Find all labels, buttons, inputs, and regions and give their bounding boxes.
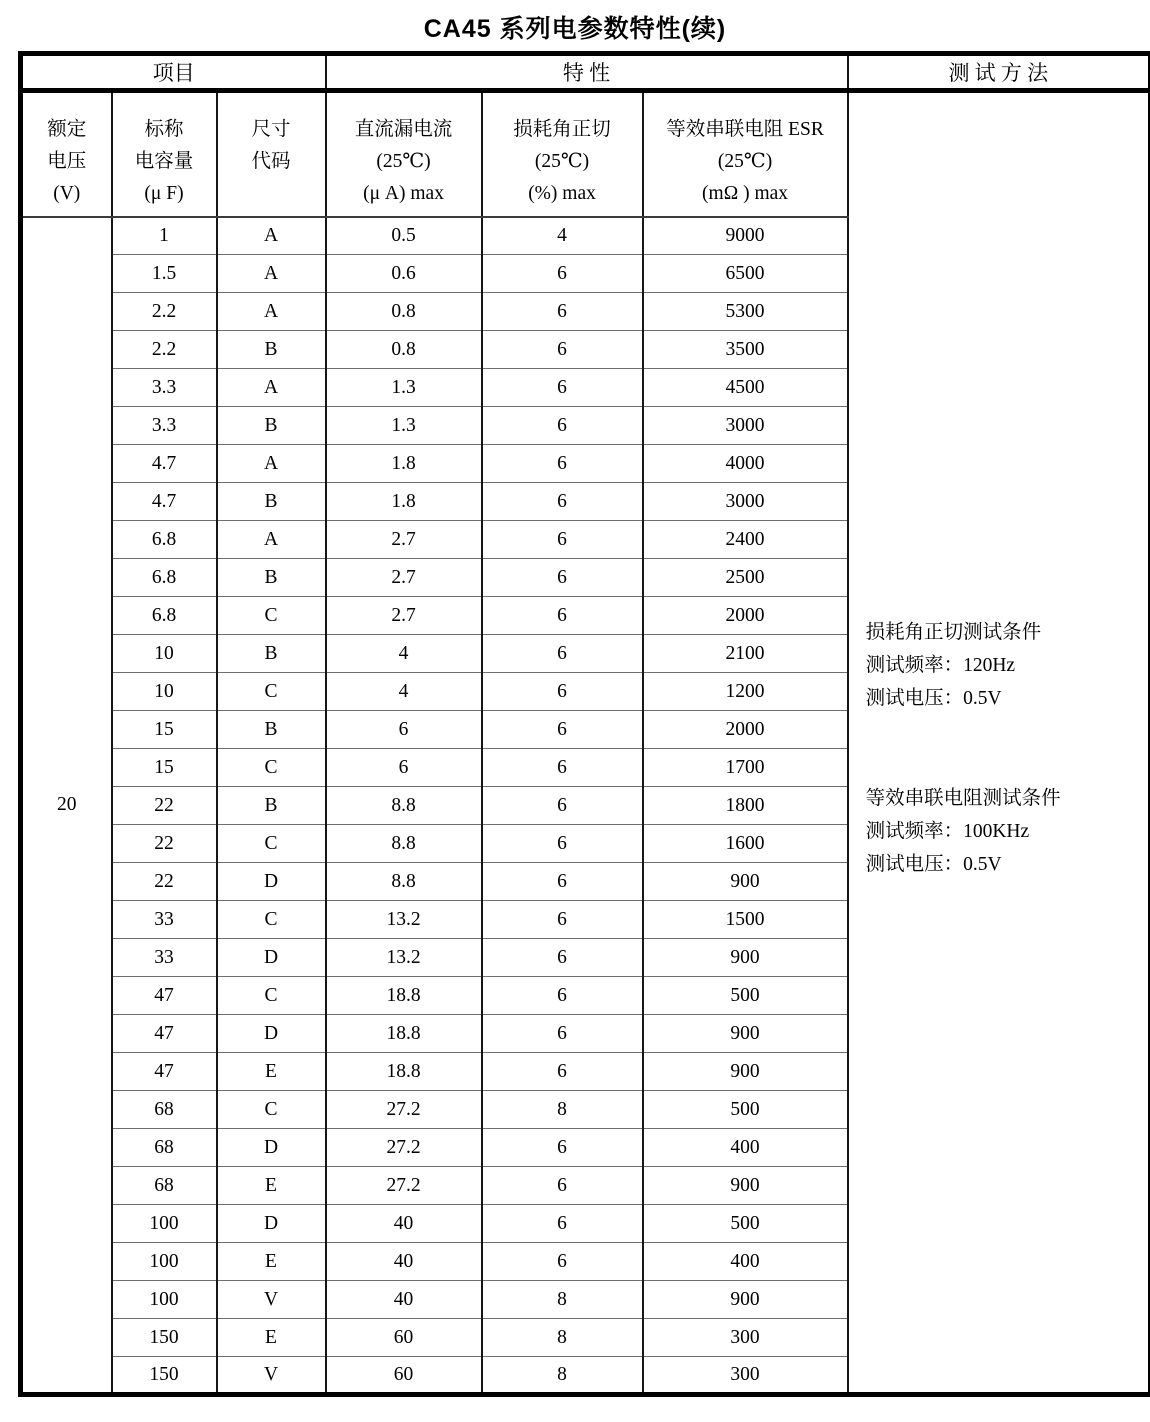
header-loss-tangent xyxy=(482,91,643,217)
esr-cell: 3500 xyxy=(643,331,848,369)
parameters-table xyxy=(18,51,1150,1397)
capacitance-cell: 47 xyxy=(112,1015,217,1053)
leakage-current-cell: 27.2 xyxy=(326,1091,482,1129)
size-code-cell: D xyxy=(217,1015,326,1053)
capacitance-cell: 47 xyxy=(112,977,217,1015)
esr-cell: 5300 xyxy=(643,293,848,331)
tangent-cell: 6 xyxy=(482,445,643,483)
leakage-current-cell: 27.2 xyxy=(326,1167,482,1205)
tangent-cell: 4 xyxy=(482,217,643,255)
esr-cell: 400 xyxy=(643,1243,848,1281)
header-rated-voltage xyxy=(21,91,112,217)
header-line: (μ F) xyxy=(144,183,184,204)
capacitance-cell: 6.8 xyxy=(112,559,217,597)
size-code-cell: V xyxy=(217,1281,326,1319)
tangent-cell: 6 xyxy=(482,1167,643,1205)
tangent-cell: 6 xyxy=(482,635,643,673)
tangent-cell: 6 xyxy=(482,331,643,369)
esr-cell: 900 xyxy=(643,863,848,901)
capacitance-cell: 68 xyxy=(112,1091,217,1129)
leakage-current-cell: 40 xyxy=(326,1205,482,1243)
capacitance-cell: 150 xyxy=(112,1319,217,1357)
leakage-current-cell: 8.8 xyxy=(326,787,482,825)
size-code-cell: E xyxy=(217,1053,326,1091)
condition-title: 损耗角正切测试条件 xyxy=(865,622,1042,643)
size-code-cell: C xyxy=(217,977,326,1015)
tangent-cell: 6 xyxy=(482,673,643,711)
capacitance-cell: 15 xyxy=(112,749,217,787)
leakage-current-cell: 4 xyxy=(326,673,482,711)
esr-cell: 500 xyxy=(643,1205,848,1243)
header-line: (25℃) xyxy=(534,151,590,172)
size-code-cell: D xyxy=(217,863,326,901)
header-group-row xyxy=(21,54,1150,91)
tangent-cell: 6 xyxy=(482,1243,643,1281)
capacitance-cell: 150 xyxy=(112,1357,217,1395)
esr-cell: 2000 xyxy=(643,597,848,635)
header-item: 项目 xyxy=(21,54,326,91)
size-code-cell: A xyxy=(217,445,326,483)
leakage-current-cell: 60 xyxy=(326,1319,482,1357)
leakage-current-cell: 18.8 xyxy=(326,1053,482,1091)
esr-cell: 4500 xyxy=(643,369,848,407)
page-title: CA45 系列电参数特性(续) xyxy=(423,15,727,43)
header-esr xyxy=(643,91,848,217)
esr-cell: 1500 xyxy=(643,901,848,939)
capacitance-cell: 22 xyxy=(112,825,217,863)
esr-cell: 2400 xyxy=(643,521,848,559)
size-code-cell: A xyxy=(217,255,326,293)
header-nominal-capacitance xyxy=(112,91,217,217)
esr-cell: 4000 xyxy=(643,445,848,483)
tangent-cell: 6 xyxy=(482,711,643,749)
esr-cell: 2100 xyxy=(643,635,848,673)
capacitance-cell: 2.2 xyxy=(112,293,217,331)
capacitance-cell: 33 xyxy=(112,901,217,939)
capacitance-cell: 100 xyxy=(112,1205,217,1243)
leakage-current-cell: 8.8 xyxy=(326,825,482,863)
esr-test-conditions xyxy=(866,782,1141,881)
size-code-cell: A xyxy=(217,293,326,331)
capacitance-cell: 4.7 xyxy=(112,483,217,521)
tangent-cell: 6 xyxy=(482,977,643,1015)
esr-cell: 500 xyxy=(643,1091,848,1129)
tangent-cell: 6 xyxy=(482,901,643,939)
leakage-current-cell: 2.7 xyxy=(326,559,482,597)
leakage-current-cell: 8.8 xyxy=(326,863,482,901)
leakage-current-cell: 0.8 xyxy=(326,293,482,331)
capacitance-cell: 68 xyxy=(112,1167,217,1205)
condition-line: 测试频率：100KHz xyxy=(865,821,1030,842)
header-line: 电压 xyxy=(47,151,87,172)
tangent-cell: 6 xyxy=(482,559,643,597)
capacitance-cell: 2.2 xyxy=(112,331,217,369)
size-code-cell: B xyxy=(217,559,326,597)
esr-cell: 3000 xyxy=(643,407,848,445)
esr-cell: 3000 xyxy=(643,483,848,521)
tangent-cell: 8 xyxy=(482,1281,643,1319)
tangent-cell: 8 xyxy=(482,1357,643,1395)
capacitance-cell: 10 xyxy=(112,673,217,711)
capacitance-cell: 100 xyxy=(112,1243,217,1281)
tangent-cell: 6 xyxy=(482,1053,643,1091)
esr-cell: 900 xyxy=(643,1015,848,1053)
capacitance-cell: 1.5 xyxy=(112,255,217,293)
header-line: 电容量 xyxy=(134,151,194,172)
esr-cell: 900 xyxy=(643,939,848,977)
leakage-current-cell: 60 xyxy=(326,1357,482,1395)
capacitance-cell: 6.8 xyxy=(112,521,217,559)
leakage-current-cell: 1.3 xyxy=(326,369,482,407)
header-line: (μ A) max xyxy=(363,183,444,204)
leakage-current-cell: 0.6 xyxy=(326,255,482,293)
leakage-current-cell: 4 xyxy=(326,635,482,673)
capacitance-cell: 6.8 xyxy=(112,597,217,635)
size-code-cell: C xyxy=(217,749,326,787)
condition-title: 等效串联电阻测试条件 xyxy=(865,788,1061,809)
tangent-cell: 6 xyxy=(482,407,643,445)
header-line: 额定 xyxy=(47,119,87,140)
size-code-cell: D xyxy=(217,1129,326,1167)
esr-cell: 2500 xyxy=(643,559,848,597)
size-code-cell: E xyxy=(217,1243,326,1281)
esr-cell: 500 xyxy=(643,977,848,1015)
tangent-cell: 6 xyxy=(482,521,643,559)
tangent-cell: 6 xyxy=(482,863,643,901)
capacitance-cell: 68 xyxy=(112,1129,217,1167)
condition-line: 测试电压：0.5V xyxy=(865,688,1002,709)
esr-cell: 9000 xyxy=(643,217,848,255)
test-method-cell xyxy=(848,91,1150,1395)
leakage-current-cell: 18.8 xyxy=(326,977,482,1015)
size-code-cell: B xyxy=(217,711,326,749)
size-code-cell: B xyxy=(217,331,326,369)
capacitance-cell: 22 xyxy=(112,787,217,825)
header-line: (25℃) xyxy=(376,151,431,172)
rated-voltage-value: 20 xyxy=(21,217,112,1395)
leakage-current-cell: 27.2 xyxy=(326,1129,482,1167)
tangent-cell: 8 xyxy=(482,1091,643,1129)
leakage-current-cell: 1.3 xyxy=(326,407,482,445)
header-line: 尺寸 xyxy=(251,119,291,140)
tangent-cell: 6 xyxy=(482,1015,643,1053)
esr-cell: 400 xyxy=(643,1129,848,1167)
size-code-cell: A xyxy=(217,217,326,255)
leakage-current-cell: 18.8 xyxy=(326,1015,482,1053)
esr-cell: 900 xyxy=(643,1281,848,1319)
condition-line: 测试电压：0.5V xyxy=(865,854,1002,875)
capacitance-cell: 100 xyxy=(112,1281,217,1319)
size-code-cell: B xyxy=(217,483,326,521)
size-code-cell: D xyxy=(217,939,326,977)
esr-cell: 6500 xyxy=(643,255,848,293)
size-code-cell: B xyxy=(217,407,326,445)
leakage-current-cell: 0.5 xyxy=(326,217,482,255)
leakage-current-cell: 0.8 xyxy=(326,331,482,369)
esr-cell: 300 xyxy=(643,1319,848,1357)
capacitance-cell: 3.3 xyxy=(112,369,217,407)
header-line: (25℃) xyxy=(717,151,773,172)
leakage-current-cell: 40 xyxy=(326,1243,482,1281)
size-code-cell: B xyxy=(217,787,326,825)
header-line: (%) max xyxy=(528,183,596,204)
tangent-cell: 6 xyxy=(482,825,643,863)
header-test-method: 测 试 方 法 xyxy=(848,54,1150,91)
leakage-current-cell: 13.2 xyxy=(326,939,482,977)
esr-cell: 900 xyxy=(643,1167,848,1205)
header-line: 标称 xyxy=(144,119,184,140)
leakage-current-cell: 2.7 xyxy=(326,521,482,559)
header-line: 直流漏电流 xyxy=(354,119,453,140)
size-code-cell: V xyxy=(217,1357,326,1395)
header-line: 等效串联电阻 ESR xyxy=(666,119,824,140)
tangent-cell: 6 xyxy=(482,939,643,977)
tangent-cell: 6 xyxy=(482,255,643,293)
size-code-cell: C xyxy=(217,597,326,635)
header-line: (mΩ ) max xyxy=(702,183,789,204)
capacitance-cell: 47 xyxy=(112,1053,217,1091)
tangent-cell: 6 xyxy=(482,749,643,787)
tangent-cell: 6 xyxy=(482,369,643,407)
size-code-cell: E xyxy=(217,1167,326,1205)
size-code-cell: A xyxy=(217,521,326,559)
size-code-cell: C xyxy=(217,673,326,711)
header-line: 代码 xyxy=(251,151,291,172)
size-code-cell: D xyxy=(217,1205,326,1243)
capacitance-cell: 4.7 xyxy=(112,445,217,483)
tangent-cell: 8 xyxy=(482,1319,643,1357)
esr-cell: 1200 xyxy=(643,673,848,711)
header-line: 损耗角正切 xyxy=(513,119,611,140)
capacitance-cell: 1 xyxy=(112,217,217,255)
size-code-cell: C xyxy=(217,825,326,863)
leakage-current-cell: 6 xyxy=(326,711,482,749)
size-code-cell: C xyxy=(217,1091,326,1129)
esr-cell: 1800 xyxy=(643,787,848,825)
esr-cell: 300 xyxy=(643,1357,848,1395)
header-sub-row xyxy=(21,91,1150,217)
tangent-cell: 6 xyxy=(482,293,643,331)
leakage-current-cell: 1.8 xyxy=(326,445,482,483)
condition-line: 测试频率：120Hz xyxy=(865,655,1016,676)
leakage-current-cell: 2.7 xyxy=(326,597,482,635)
esr-cell: 900 xyxy=(643,1053,848,1091)
capacitance-cell: 15 xyxy=(112,711,217,749)
capacitance-cell: 3.3 xyxy=(112,407,217,445)
size-code-cell: A xyxy=(217,369,326,407)
esr-cell: 1600 xyxy=(643,825,848,863)
capacitance-cell: 10 xyxy=(112,635,217,673)
leakage-current-cell: 13.2 xyxy=(326,901,482,939)
header-line: (V) xyxy=(53,183,81,204)
tangent-cell: 6 xyxy=(482,597,643,635)
capacitance-cell: 33 xyxy=(112,939,217,977)
header-characteristic: 特 性 xyxy=(326,54,848,91)
capacitance-cell: 22 xyxy=(112,863,217,901)
header-dc-leakage-current xyxy=(326,91,482,217)
tangent-cell: 6 xyxy=(482,483,643,521)
leakage-current-cell: 1.8 xyxy=(326,483,482,521)
size-code-cell: E xyxy=(217,1319,326,1357)
tangent-cell: 6 xyxy=(482,787,643,825)
leakage-current-cell: 40 xyxy=(326,1281,482,1319)
size-code-cell: B xyxy=(217,635,326,673)
leakage-current-cell: 6 xyxy=(326,749,482,787)
tangent-cell: 6 xyxy=(482,1129,643,1167)
tangent-test-conditions xyxy=(866,616,1141,715)
esr-cell: 1700 xyxy=(643,749,848,787)
esr-cell: 2000 xyxy=(643,711,848,749)
tangent-cell: 6 xyxy=(482,1205,643,1243)
size-code-cell: C xyxy=(217,901,326,939)
header-size-code xyxy=(217,91,326,217)
